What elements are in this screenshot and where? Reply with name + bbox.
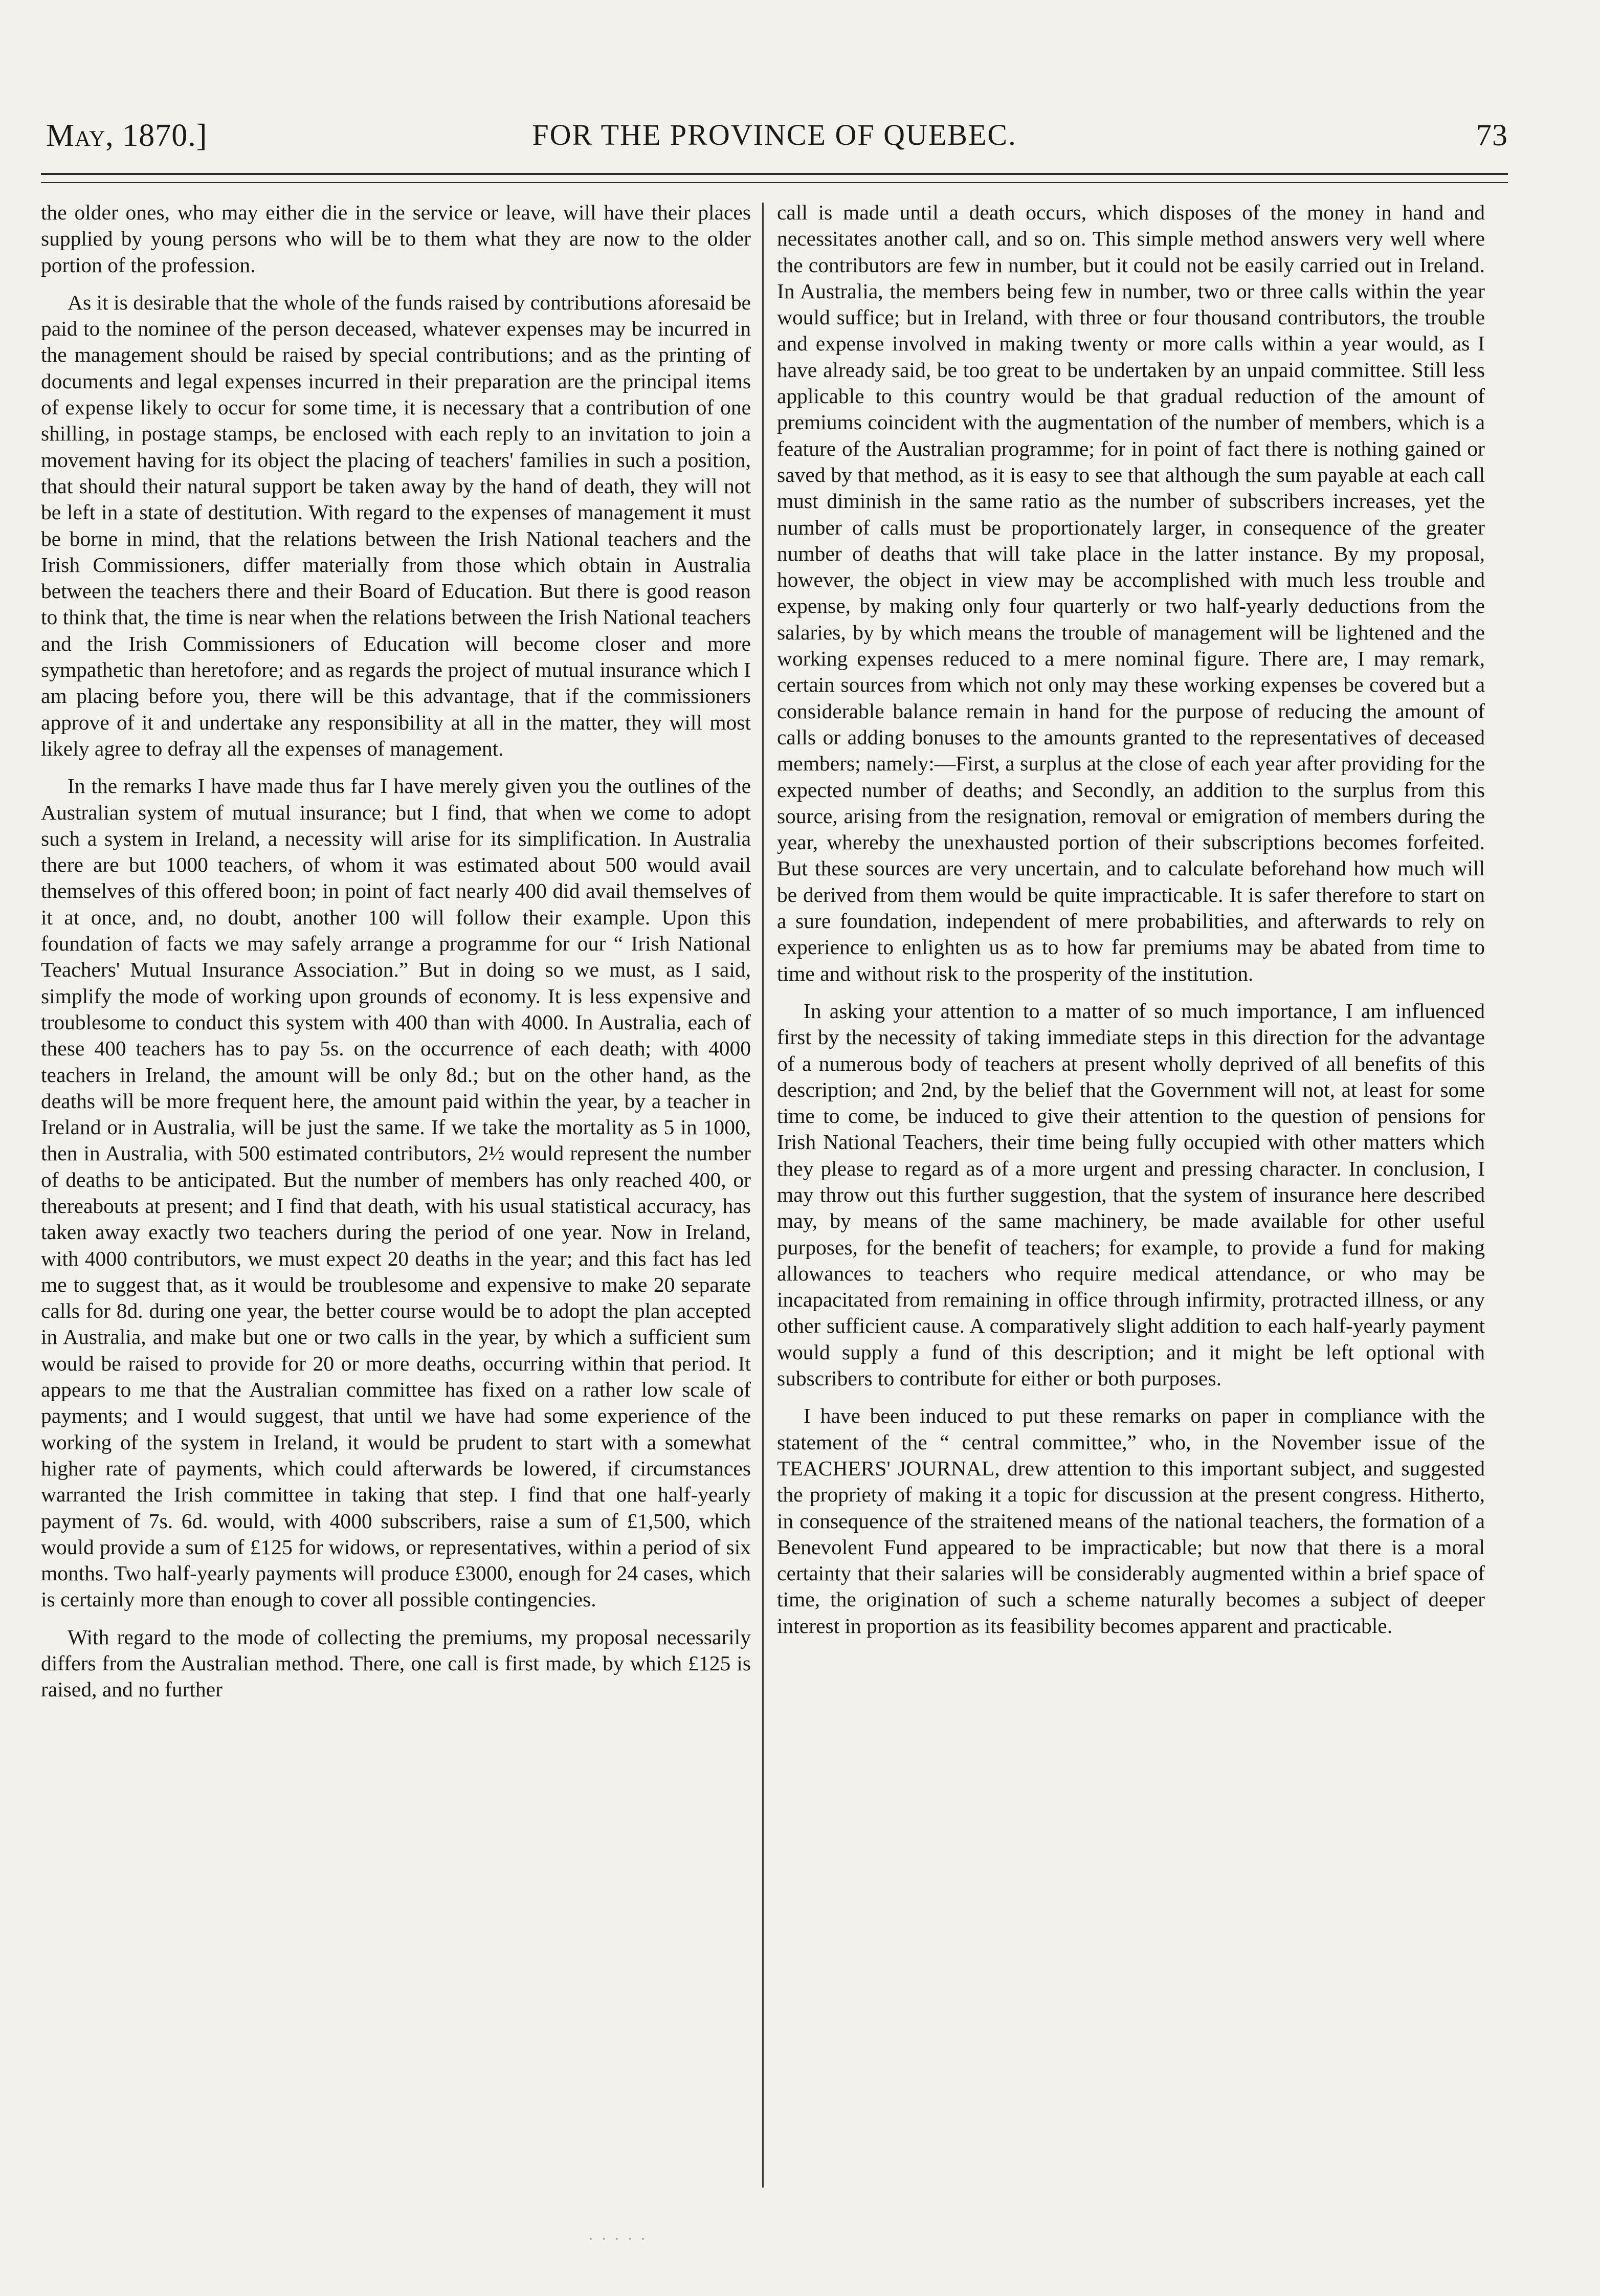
header-rule	[41, 173, 1508, 183]
paragraph: the older ones, who may either die in the service or leave, will have their places supplied by young persons who will be to them what they are now to the older portion of the profession.	[41, 201, 751, 277]
paragraph: I have been induced to put these remarks on paper in compliance with the statement of the “ central committee,” who, in the November issue of the TEACHERS' JOURNAL, drew attention to this important subject, and suggested the propriety of making it a topic for discussion at the present congress. Hitherto, in consequence of the straitened means of the national teachers, the formation of a Benevolent Fund appeared to be impracticable; but now that there is a moral certainty that their salaries will be considerably augmented within a brief space of time, the origination of such a scheme naturally becomes a subject of deeper interest in proportion as its feasibility becomes apparent and practicable.	[777, 1404, 1485, 1638]
paragraph: With regard to the mode of collecting the premiums, my proposal necessarily differs from the Australian method. There, one call is first made, by which £125 is raised, and no further	[41, 1625, 751, 1702]
right-column	[764, 200, 1485, 2188]
page-number: 73	[1476, 118, 1508, 152]
paragraph: In asking your attention to a matter of so much importance, I am influenced first by the necessity of taking immediate steps in this direction for the advantage of a numerous body of teachers at present wholly deprived of all benefits of this description; and 2nd, by the belief that the Government will not, at least for some time to come, be induced to give their attention to the question of pensions for Irish National Teachers, their time being fully occupied with other matters which they please to regard as of a more urgent and pressing character. In conclusion, I may throw out this further suggestion, that the system of insurance here described may, by means of the same machinery, be made available for other useful purposes, for the benefit of teachers; for example, to provide a fund for making allowances to teachers who require medical attendance, or who may be incapacitated from remaining in office through infirmity, protracted illness, or any other sufficient cause. A comparatively slight addition to each half-yearly payment would supply a fund of this description; and it might be left optional with subscribers to contribute for either or both purposes.	[777, 999, 1485, 1390]
running-header	[41, 118, 1508, 159]
issue-date: May, 1870.]	[46, 118, 208, 153]
print-smudge: · · · · ·	[588, 2231, 648, 2247]
journal-title: FOR THE PROVINCE OF QUEBEC.	[532, 118, 1017, 151]
left-column	[41, 200, 762, 2188]
paragraph: call is made until a death occurs, which disposes of the money in hand and necessitates another call, and so on. This simple method answers very well where the contributors are few in number, but it could not be easily carried out in Ireland. In Australia, the members being few in number, two or three calls within the year would suffice; but in Ireland, with three or four thousand contributors, the trouble and expense involved in making twenty or more calls within a year would, as I have already said, be too great to be undertaken by an unpaid committee. Still less applicable to this country would be that gradual reduction of the amount of premiums coincident with the augmentation of the number of members, which is a feature of the Australian programme; for in point of fact there is nothing gained or saved by that method, as it is easy to see that although the sum payable at each call must diminish in the same ratio as the number of subscribers increases, yet the number of calls must be proportionately larger, in consequence of the greater number of deaths that will take place in the latter instance. By my proposal, however, the object in view may be accomplished with much less trouble and expense, by making only four quarterly or two half-yearly deductions from the salaries, by by which means the trouble of management will be lightened and the working expenses reduced to a mere nominal figure. There are, I may remark, certain sources from which not only may these working expenses be covered but a considerable balance remain in hand for the purpose of reducing the amount of calls or adding bonuses to the amounts granted to the representatives of deceased members; namely:—First, a surplus at the close of each year after providing for the expected number of deaths; and Secondly, an addition to the surplus from this source, arising from the resignation, removal or emigration of members during the year, whereby the unexhausted portion of their subscriptions becomes forfeited. But these sources are very uncertain, and to calculate beforehand how much will be derived from them would be quite impracticable. It is safer therefore to start on a sure foundation, independent of mere probabilities, and afterwards to rely on experience to enlighten us as to how far premiums may be abated from time to time and without risk to the prosperity of the institution.	[777, 201, 1485, 985]
paragraph: In the remarks I have made thus far I have merely given you the outlines of the Australian system of mutual insurance; but I find, that when we come to adopt such a system in Ireland, a necessity will arise for its simplification. In Australia there are but 1000 teachers, of whom it was estimated about 500 would avail themselves of this offered boon; in point of fact nearly 400 did avail themselves of it at once, and, no doubt, another 100 will follow their example. Upon this foundation of facts we may safely arrange a programme for our “ Irish National Teachers' Mutual Insurance Association.” But in doing so we must, as I said, simplify the mode of working upon grounds of economy. It is less expensive and troublesome to conduct this system with 400 than with 4000. In Australia, each of these 400 teachers has to pay 5s. on the occurrence of each death; with 4000 teachers in Ireland, the amount will be only 8d.; but on the other hand, as the deaths will be more frequent here, the amount paid within the year, by a teacher in Ireland or in Australia, will be just the same. If we take the mortality as 5 in 1000, then in Australia, with 500 estimated contributors, 2½ would represent the number of deaths to be anticipated. But the number of members has only reached 400, or thereabouts at present; and I find that death, with his usual statistical accuracy, has taken away exactly two teachers during the period of one year. Now in Ireland, with 4000 contributors, we must expect 20 deaths in the year; and this fact has led me to suggest that, as it would be troublesome and expensive to make 20 separate calls for 8d. during one year, the better course would be to adopt the plan accepted in Australia, and make but one or two calls in the year, by which a sufficient sum would be raised to provide for 20 or more deaths, occurring within that period. It appears to me that the Australian committee has fixed on a rather low scale of payments; and I would suggest, that until we have had some experience of the working of the system in Ireland, it would be prudent to start with a somewhat higher rate of payments, which could afterwards be lowered, if circumstances warranted the Irish committee in taking that step. I find that one half-yearly payment of 7s. 6d. would, with 4000 subscribers, raise a sum of £1,500, which would provide a sum of £125 for widows, or representatives, within a period of six months. Two half-yearly payments will produce £3000, enough for 24 cases, which is certainly more than enough to cover all possible contingencies.	[41, 774, 751, 1611]
text-columns	[41, 200, 1508, 2188]
paragraph: As it is desirable that the whole of the funds raised by contributions aforesaid be paid to the nominee of the person deceased, whatever expenses may be incurred in the management should be raised by special contributions; and as the printing of documents and legal expenses incurred in their preparation are the principal items of expense likely to occur for some time, it is necessary that a contribution of one shilling, in postage stamps, be enclosed with each reply to an invitation to join a movement having for its object the placing of teachers' families in such a position, that should their natural support be taken away by the hand of death, they will not be left in a state of destitution. With regard to the expenses of management it must be borne in mind, that the relations between the Irish National teachers and the Irish Commissioners, differ materially from those which obtain in Australia between the teachers there and their Board of Education. But there is good reason to think that, the time is near when the relations between the Irish National teachers and the Irish Commissioners of Education will become closer and more sympathetic than heretofore; and as regards the project of mutual insurance which I am placing before you, there will be this advantage, that if the commissioners approve of it and undertake any responsibility at all in the matter, they will most likely agree to defray all the expenses of management.	[41, 290, 751, 760]
